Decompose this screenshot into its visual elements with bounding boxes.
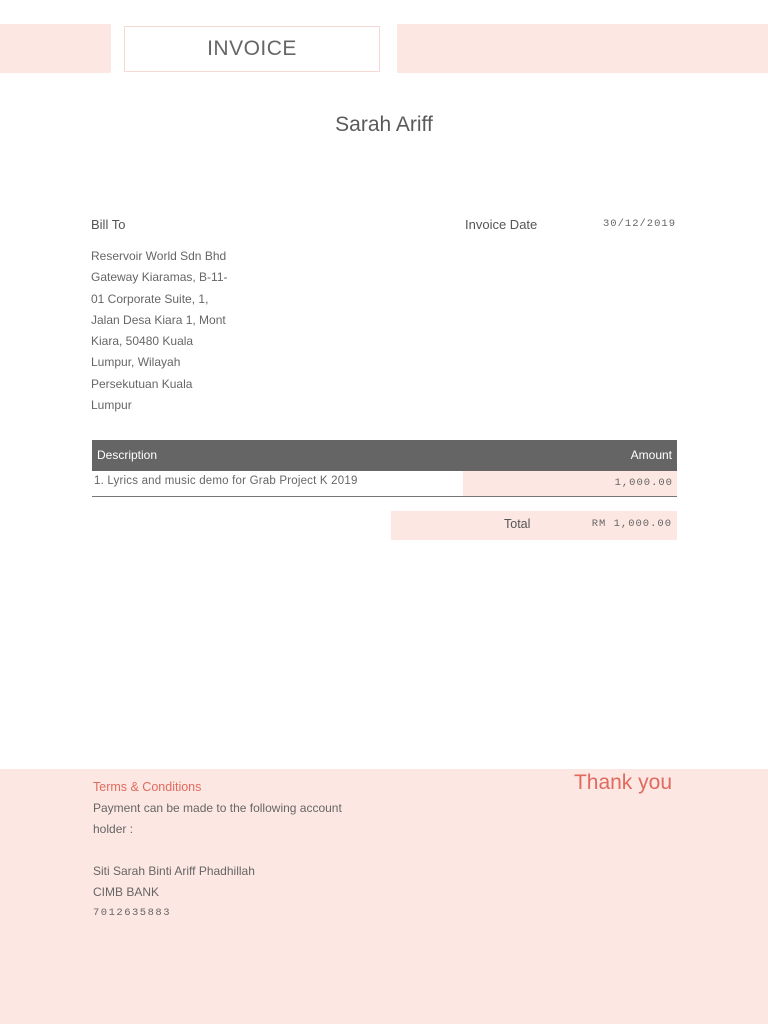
header-band-left bbox=[0, 24, 111, 73]
address-line: Lumpur bbox=[91, 398, 132, 413]
address-line: Persekutuan Kuala bbox=[91, 376, 193, 391]
item-amount: 1,000.00 bbox=[614, 477, 673, 489]
payment-instruction: Payment can be made to the following account bbox=[93, 801, 342, 815]
payment-instruction: holder : bbox=[93, 822, 134, 836]
payment-details bbox=[93, 798, 383, 924]
total-label: Total bbox=[504, 517, 531, 531]
bill-to-address bbox=[91, 246, 251, 416]
address-line: 01 Corporate Suite, 1, bbox=[91, 291, 209, 306]
account-holder-name: Siti Sarah Binti Ariff Phadhillah bbox=[93, 864, 255, 878]
header-band-right bbox=[397, 24, 768, 73]
item-amount-cell bbox=[463, 471, 677, 496]
address-line: Kiara, 50480 Kuala bbox=[91, 334, 194, 349]
account-number: 7012635883 bbox=[93, 907, 172, 919]
total-box bbox=[391, 511, 677, 540]
address-line: Jalan Desa Kiara 1, Mont bbox=[91, 312, 226, 327]
address-line: Lumpur, Wilayah bbox=[91, 355, 181, 370]
invoice-date-value: 30/12/2019 bbox=[602, 218, 676, 230]
address-line: Gateway Kiaramas, B-11- bbox=[91, 270, 228, 285]
footer bbox=[0, 769, 768, 1024]
table-row bbox=[92, 471, 677, 497]
column-header-amount: Amount bbox=[630, 448, 672, 462]
spacer bbox=[93, 840, 383, 861]
items-table-header bbox=[92, 440, 677, 471]
column-header-description: Description bbox=[97, 448, 158, 462]
terms-title: Terms & Conditions bbox=[93, 780, 202, 794]
total-value: RM 1,000.00 bbox=[591, 518, 672, 530]
address-line: Reservoir World Sdn Bhd bbox=[91, 249, 227, 263]
company-name: Sarah Ariff bbox=[335, 113, 433, 136]
item-description: 1. Lyrics and music demo for Grab Project K 2019 bbox=[94, 475, 358, 487]
bill-to-label: Bill To bbox=[91, 217, 126, 232]
invoice-title: INVOICE bbox=[124, 26, 380, 72]
thank-you-text: Thank you bbox=[573, 771, 672, 794]
bank-name: CIMB BANK bbox=[93, 885, 160, 899]
invoice-date-label: Invoice Date bbox=[465, 217, 538, 232]
